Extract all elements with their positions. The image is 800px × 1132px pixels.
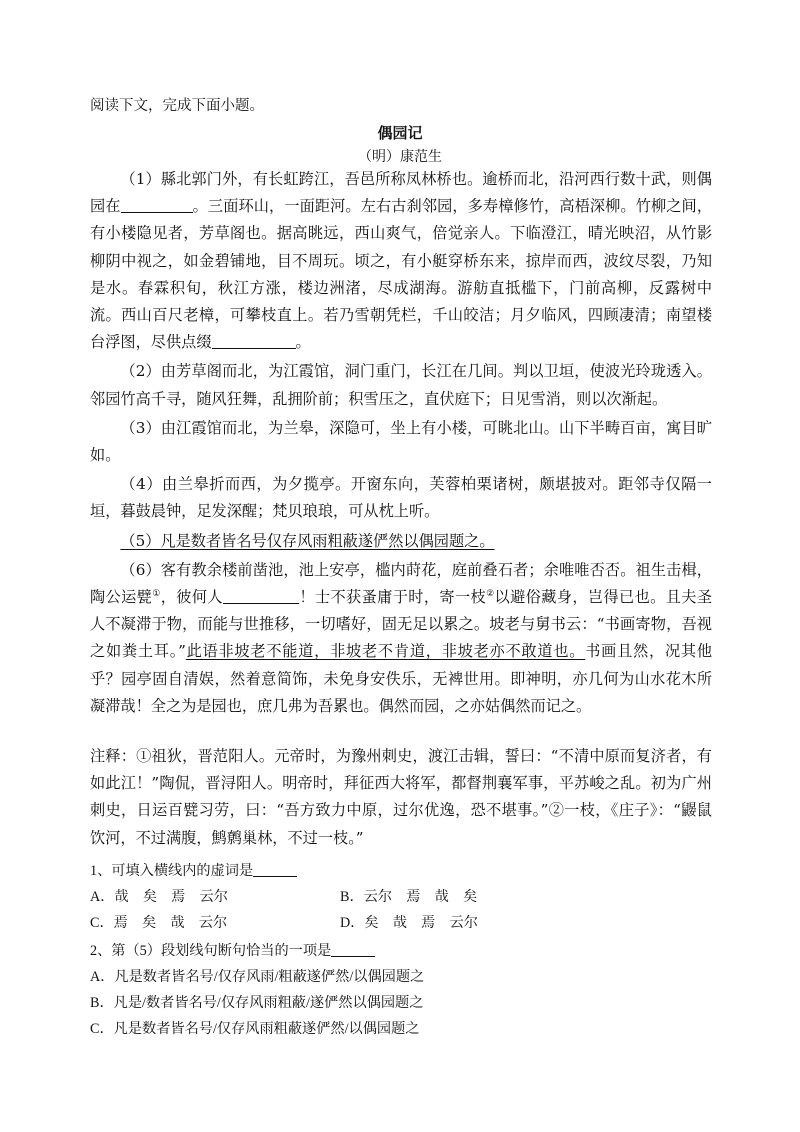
underlined-sentence-6: 此语非坡老不能道，非坡老不肯道，非坡老亦不敢道也。 bbox=[185, 642, 586, 661]
paragraph-6-text-c: ！士不获蚤庸于时，寄一枝 bbox=[298, 588, 487, 607]
footnote-marker-2: ② bbox=[486, 589, 495, 600]
question-2-stem: 2、第（5）段划线句断句恰当的一项是 bbox=[90, 943, 332, 959]
question-1-option-b: B．云尔 焉 哉 矣 bbox=[340, 889, 478, 905]
paragraph-3: （3）由江霞馆而北，为兰皋，深隐可，坐上有小楼，可眺北山。山下半畴百亩，寓目旷如。 bbox=[90, 418, 712, 465]
paragraph-1 bbox=[90, 166, 712, 356]
question-1-stem: 1、可填入横线内的虚词是 bbox=[90, 863, 254, 879]
question-1-option-a: A．哉 矣 焉 云尔 bbox=[90, 889, 228, 905]
question-2-option-a: A．凡是数者皆名号/仅存风雨/粗蔽遂俨然/以偶园题之 bbox=[90, 969, 425, 985]
paragraph-6 bbox=[90, 557, 712, 720]
annotation-notes: 注释：①祖狄，晋范阳人。元帝时，为豫州刺史，渡江击辑，誓曰：“不清中原而复济者，有如此江！”陶侃，晋浔阳人。明帝时，拜征西大将军，都督荆襄军事，平苏峻之乱。初为广州刺史，日运百甓习劳，曰：“吾方致力中原，过尔优逸，恐不堪事。”②一枝，《庄子》：“鼹鼠饮河，不过满腹，鹪鹩巢林，不过一枝。” bbox=[90, 747, 712, 847]
paragraph-4: （4）由兰皋折而西，为夕揽亭。开窗东向，芙蓉柏栗诸树，颇堪披对。距邻寺仅隔一垣，暮鼓晨钟，足发深醒；梵贝琅琅，可从枕上听。 bbox=[90, 475, 712, 521]
fill-blank-2 bbox=[212, 332, 296, 349]
question-1-option-c: C．焉 矣 哉 云尔 bbox=[90, 915, 228, 931]
paragraph-1-text-b: 。三面环山，一面距河。左右古刹邻园，多寿樟修竹，高梧深柳。竹柳之间，有小楼隐见者，芳草阁也。据高眺远，西山爽气，倍觉亲人。下临澄江，晴光映沼，从竹影柳阴中视之，如金碧铺地，目不周玩。顷之，有小艇穿桥东来，掠岸而西，波纹尽裂，乃知是水。春霖积旬，秋江方涨，楼边洲渚，尽成湖海。游舫直抵槛下，门前高柳，反露树中流。西山百尺老樟，可攀枝直上。若乃雪朝凭栏，千山皎洁；月夕临风，四顾凄清；南望楼台浮图，尽供点缀 bbox=[90, 197, 713, 352]
reading-instruction: 阅读下文，完成下面小题。 bbox=[90, 98, 264, 114]
underlined-sentence-5: （5）凡是数者皆名号仅存风雨粗蔽遂俨然以偶园题之。 bbox=[120, 531, 495, 550]
essay-title: 偶园记 bbox=[377, 124, 423, 142]
question-2-option-b: B．凡是/数者皆名号/仅存风雨粗蔽/遂俨然以偶园题之 bbox=[90, 995, 424, 1011]
paragraph-5 bbox=[90, 528, 712, 555]
footnote-marker-1: ① bbox=[152, 589, 161, 600]
paragraph-6-text-a: （6）客有教余楼前凿池，池上安亭，槛内莳花，庭前叠石者；余唯唯否否。祖生击楫，陶公运甓 bbox=[90, 560, 712, 607]
paragraph-1-text-c: 。 bbox=[295, 333, 311, 352]
essay-author: （明）康范生 bbox=[358, 149, 442, 165]
paragraph-6-text-d: 以避俗藏身，岂得已也。且夫圣人不凝滞于物，而能与世推移，一切嗜好，固无足以累之。坡老与舅书云：“书画寄物，吾视之如粪土耳。” bbox=[90, 588, 713, 661]
question-2 bbox=[90, 940, 375, 960]
paragraph-6-text-b: ，彼何人 bbox=[160, 588, 223, 607]
paragraph-2: （2）由芳草阁而北，为江霞馆，洞门重门，长江在几间。判以卫垣，使波光玲珑透入。邻园竹高千寻，随风狂舞，乱拥阶前；积雪压之，直伏庭下；日见雪消，则以次渐起。 bbox=[90, 362, 712, 408]
fill-blank-1 bbox=[121, 196, 193, 213]
question-1-option-d: D．矣 哉 焉 云尔 bbox=[340, 915, 478, 931]
essay-body bbox=[90, 166, 712, 722]
answer-blank-1 bbox=[253, 862, 297, 877]
paragraph-1-text-a: （1）縣北郭门外，有长虹跨江，吾邑所称凤林桥也。逾桥而北，沿河西行数十武，则偶园在 bbox=[90, 170, 712, 216]
question-2-option-c: C．凡是数者皆名号/仅存风雨粗蔽遂俨然/以偶园题之 bbox=[90, 1021, 420, 1037]
question-1 bbox=[90, 860, 297, 880]
fill-blank-3 bbox=[223, 587, 299, 604]
paragraph-6-text-f: 书画且然，况其他乎？园亭固自清娱，然着意简饰，未免身安佚乐，无裨世用。即神明，亦几何为山水花木所凝滞哉！全之为是园也，庶几弗为吾累也。偶然而园，之亦姑偶然而记之。 bbox=[90, 642, 713, 715]
answer-blank-2 bbox=[331, 942, 375, 957]
